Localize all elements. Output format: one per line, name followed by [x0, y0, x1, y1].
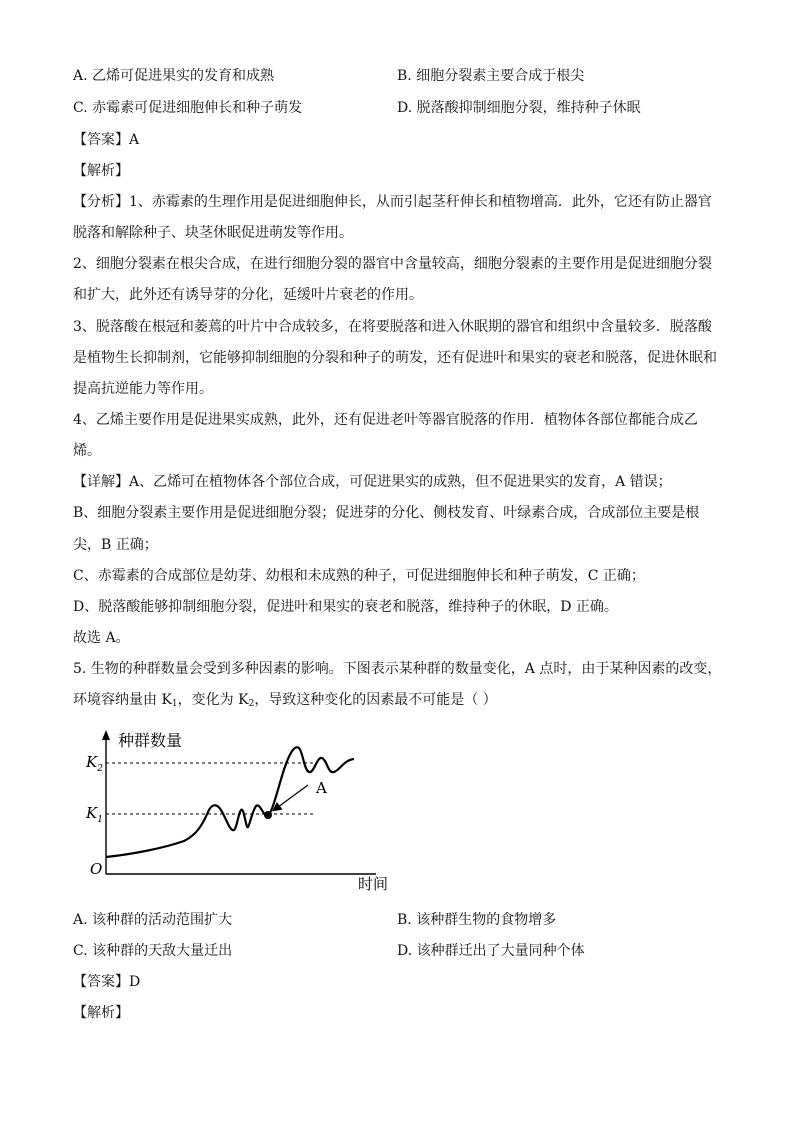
analysis-line-3: 2、细胞分裂素在根尖合成，在进行细胞分裂的器官中含量较高，细胞分裂素的主要作用是促进细胞分裂 [73, 256, 712, 272]
point-a-marker [264, 811, 272, 819]
analysis-line-4: 和扩大，此外还有诱导芽的分化，延缓叶片衰老的作用。 [73, 287, 423, 303]
q4-option-b: B. 细胞分裂素主要合成于根尖 [397, 68, 585, 84]
q5-stem-part: ，导致这种变化的因素最不可能是（ ） [254, 692, 497, 708]
q5-analysis-heading: 【解析】 [73, 1005, 129, 1021]
y-axis-arrow [102, 730, 110, 740]
k1-label: $K_1$ [86, 804, 103, 825]
q5-stem-line-1: 5. 生物的种群数量会受到多种因素的影响。下图表示某种群的数量变化，A 点时，由于某种因素的改变， [73, 661, 722, 677]
analysis-line-5: 3、脱落酸在根冠和萎蔫的叶片中合成较多，在将要脱落和进入休眠期的器官和组织中含量较多．脱落酸 [73, 319, 712, 335]
q5-option-a: A. 该种群的活动范围扩大 [73, 912, 233, 928]
detail-line-2: B、细胞分裂素主要作用是促进细胞分裂；促进芽的分化、侧枝发育、叶绿素合成，合成部位主要是根 [73, 505, 700, 521]
q5-stem-line-2 [73, 693, 497, 707]
q4-option-a: A. 乙烯可促进果实的发育和成熟 [73, 68, 275, 84]
detail-line-3: 尖，B 正确； [73, 537, 158, 553]
population-curve [106, 747, 354, 857]
detail-line-1: 【详解】A、乙烯可在植物体各个部位合成，可促进果实的成熟，但不促进果实的发育，A 错误； [73, 474, 672, 490]
population-graph [84, 726, 389, 896]
q5-stem-part: 环境容纳量由 K [73, 692, 172, 708]
q5-option-d: D. 该种群迁出了大量同种个体 [397, 943, 585, 959]
detail-line-4: C、赤霉素的合成部位是幼芽、幼根和未成熟的种子，可促进细胞伸长和种子萌发，C 正确； [73, 568, 645, 584]
x-axis-label: 时间 [358, 875, 389, 893]
analysis-line-6: 是植物生长抑制剂，它能够抑制细胞的分裂和种子的萌发，还有促进叶和果实的衰老和脱落，促进休眠和 [73, 350, 717, 366]
q4-option-c: C. 赤霉素可促进细胞伸长和种子萌发 [73, 100, 303, 116]
q4-answer: 【答案】A [73, 132, 140, 148]
q4-analysis-heading: 【解析】 [73, 163, 129, 179]
analysis-line-8: 4、乙烯主要作用是促进果实成熟，此外，还有促进老叶等器官脱落的作用．植物体各部位都能合成乙 [73, 412, 698, 428]
k2-label: $K_2$ [86, 753, 103, 774]
analysis-line-2: 脱落和解除种子、块茎休眠促进萌发等作用。 [73, 225, 353, 241]
analysis-line-9: 烯。 [73, 443, 101, 459]
q5-stem-part: ，变化为 K [177, 692, 249, 708]
y-axis-label: 种群数量 [118, 731, 183, 750]
q4-option-d: D. 脱落酸抑制细胞分裂，维持种子休眠 [397, 100, 641, 116]
analysis-line-7: 提高抗逆能力等作用。 [73, 381, 213, 397]
origin-label: O [90, 860, 103, 878]
q5-option-c: C. 该种群的天敌大量迁出 [73, 943, 233, 959]
k1-subscript: 1 [171, 699, 178, 709]
k2-subscript: 2 [248, 699, 255, 709]
q5-answer: 【答案】D [73, 974, 141, 990]
point-a-label: A [316, 779, 327, 797]
analysis-line-1: 【分析】1、赤霉素的生理作用是促进细胞伸长，从而引起茎秆伸长和植物增高．此外，它还有防止器官 [73, 194, 712, 210]
conclusion-line: 故选 A。 [73, 630, 130, 646]
detail-line-5: D、脱落酸能够抑制细胞分裂，促进叶和果实的衰老和脱落，维持种子的休眠，D 正确。 [73, 599, 618, 615]
q5-option-b: B. 该种群生物的食物增多 [397, 912, 557, 928]
